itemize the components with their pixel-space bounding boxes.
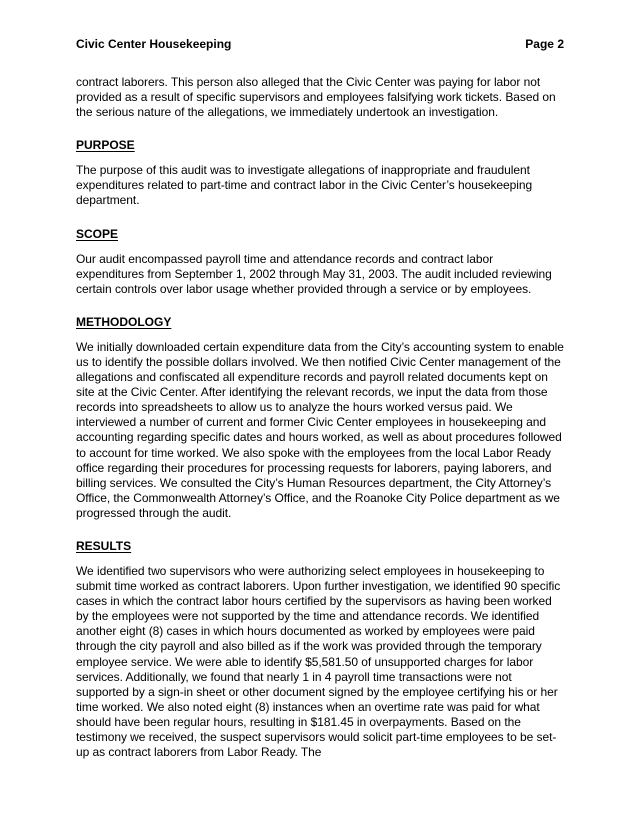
scope-paragraph: Our audit encompassed payroll time and attendance records and contract labor expenditures from September 1, 2002 through May 31, 2003. The audit included reviewing certain controls over labor usage whether provided through a service or by employees. (76, 251, 552, 296)
results-paragraph: We identified two supervisors who were authorizing select employees in housekeeping to submit time worked as contract laborers. Upon further investigation, we identified 90 specific cases in which the contract labor hours certified by the supervisors as having been worked by the employees were not supported by the time and attendance records. We identified another eight (8) cases in which hours documented as worked by employees were paid through the city payroll and also billed as if the work was provided through the temporary employee service. We were able to identify $5,581.50 of unsupported charges for labor services. Additionally, we found that nearly 1 in 4 payroll time transactions were not supported by a sign-in sheet or other document signed by the employee certifying his or her time worked. We also noted eight (8) instances when an overtime rate was paid for what should have been regular hours, resulting in $181.45 in overpayments. Based on the testimony we received, the suspect supervisors would solicit part-time employees to be set-up as contract laborers from Labor Ready. The (76, 563, 561, 760)
results-heading: RESULTS (76, 538, 132, 553)
document-body (76, 75, 564, 760)
scope-heading: SCOPE (76, 226, 119, 241)
intro-paragraph: contract laborers. This person also alleged that the Civic Center was paying for labor not provided as a result of specific supervisors and employees falsifying work tickets. Based on the serious nature of the allegations, we immediately undertook an investigation. (76, 75, 556, 120)
methodology-heading: METHODOLOGY (76, 314, 172, 329)
page-number: Page 2 (525, 37, 564, 51)
header-title: Civic Center Housekeeping (76, 37, 232, 51)
purpose-paragraph: The purpose of this audit was to investigate allegations of inappropriate and fraudulent expenditures related to part-time and contract labor in the Civic Center’s housekeeping department. (76, 163, 533, 208)
document-page (76, 36, 564, 760)
purpose-heading: PURPOSE (76, 138, 135, 153)
methodology-paragraph: We initially downloaded certain expenditure data from the City’s accounting system to enable us to identify the possible dollars involved. We then notified Civic Center management of the allegations and confiscated all expenditure records and payroll related documents kept on site at the Civic Center. After identifying the relevant records, we input the data from those records into spreadsheets to allow us to analyze the hours worked versus paid. We interviewed a number of current and former Civic Center employees in housekeeping and accounting regarding specific dates and hours worked, as well as about procedures followed to account for time worked. We also spoke with the employees from the local Labor Ready office regarding their procedures for processing requests for laborers, paying laborers, and billing services. We consulted the City’s Human Resources department, the City Attorney’s Office, the Commonwealth Attorney’s Office, and the Roanoke City Police department as we progressed through the audit. (76, 339, 564, 520)
page-header (76, 36, 564, 52)
